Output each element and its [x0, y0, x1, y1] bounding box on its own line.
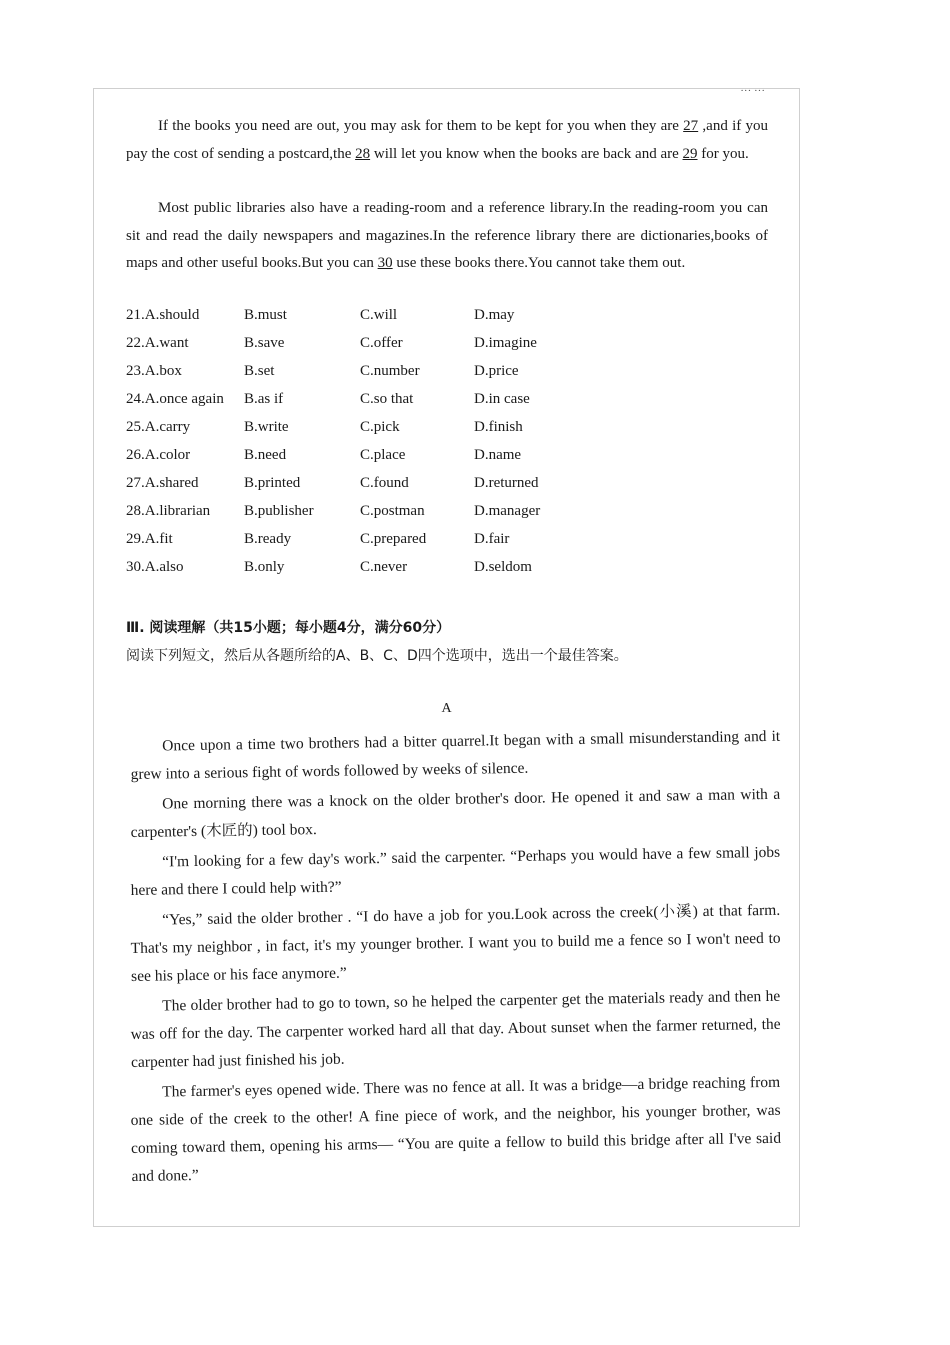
- passage-paragraph-1: [126, 113, 768, 168]
- story-paragraph: [130, 983, 781, 1077]
- option-b: B.as if: [244, 391, 284, 407]
- option-d: D.name: [474, 447, 522, 463]
- text-run: will let you know when the books are back and are: [370, 145, 683, 162]
- option-a: 28.A.librarian: [126, 503, 211, 519]
- option-d: D.imagine: [474, 335, 537, 351]
- option-row-24: [126, 391, 586, 419]
- option-b: B.only: [244, 559, 285, 575]
- blank-29: 29: [682, 145, 698, 162]
- option-b: B.set: [244, 363, 275, 379]
- text-run: for you.: [697, 145, 749, 162]
- option-a: 26.A.color: [126, 447, 191, 463]
- option-row-25: [126, 419, 586, 447]
- blank-28: 28: [355, 145, 371, 162]
- text-run: “I'm looking for a few day's work.” said the carpenter. “Perhaps you would have a few small jobs here and there I could help with?”: [130, 843, 781, 899]
- option-a: 21.A.should: [126, 307, 200, 323]
- text-run: Once upon a time two brothers had a bitter quarrel.It began with a small misunderstanding and it grew into a serious fight of words followed by weeks of silence.: [130, 727, 781, 783]
- option-row-29: [126, 531, 586, 559]
- story-paragraph: [130, 1069, 782, 1191]
- option-b: B.ready: [244, 531, 292, 547]
- option-c: C.found: [360, 475, 409, 491]
- option-d: D.returned: [474, 475, 539, 491]
- story-block: [94, 729, 799, 1219]
- text-run: “Yes,” said the older brother . “I do have a job for you.Look across the creek(小溪) at that farm. That's my neighbor , in fact, it's my younger brother. I want you to build me a fence so I won't need to see his place or his face anymore.”: [130, 901, 781, 985]
- text-run: use these books there.You cannot take them out.: [392, 255, 686, 271]
- text-run: Most public libraries also have a reading-room and a reference library.In the reading-room you can sit and read the daily newspapers and magazines.In the reference library there are dictionaries,books of maps and other useful books.But you can: [126, 200, 768, 271]
- option-a: 25.A.carry: [126, 419, 191, 435]
- option-row-28: [126, 503, 586, 531]
- page-corner-mark: ··· ···: [740, 85, 765, 97]
- option-c: C.so that: [360, 391, 414, 407]
- option-c: C.offer: [360, 335, 403, 351]
- option-row-26: [126, 447, 586, 475]
- story-paragraph: [130, 897, 781, 991]
- option-c: C.place: [360, 447, 406, 463]
- passage-paragraph-2: [126, 195, 768, 278]
- passage-label: A: [441, 701, 452, 716]
- option-b: B.need: [244, 447, 287, 463]
- option-c: C.pick: [360, 419, 400, 435]
- option-row-30: [126, 559, 586, 587]
- text-run: One morning there was a knock on the older brother's door. He opened it and saw a man with a carpenter's (木匠的) tool box.: [130, 785, 781, 841]
- option-b: B.printed: [244, 475, 301, 491]
- story-paragraph: [130, 839, 781, 905]
- story-paragraph: [130, 781, 781, 847]
- section-title: Ⅲ. 阅读理解（共15小题；每小题4分，满分60分）: [126, 620, 451, 636]
- option-a: 29.A.fit: [126, 531, 173, 547]
- option-c: C.will: [360, 307, 398, 323]
- option-d: D.manager: [474, 503, 541, 519]
- option-b: B.must: [244, 307, 287, 323]
- option-a: 24.A.once again: [126, 391, 224, 407]
- document-page: [93, 85, 800, 1227]
- option-a: 27.A.shared: [126, 475, 199, 491]
- option-d: D.finish: [474, 419, 523, 435]
- option-d: D.may: [474, 307, 515, 323]
- option-b: B.publisher: [244, 503, 314, 519]
- text-run: The older brother had to go to town, so he helped the carpenter get the materials ready and then he was off for the day. The carpenter worked hard all that day. About sunset when the farmer returned, the carpenter had just finished his job.: [130, 987, 781, 1071]
- option-row-27: [126, 475, 586, 503]
- text-run: ,and if you pay the cost of sending a postcard,the: [126, 118, 768, 162]
- option-row-23: [126, 363, 586, 391]
- story-paragraph: [130, 723, 781, 789]
- option-d: D.fair: [474, 531, 510, 547]
- option-b: B.write: [244, 419, 289, 435]
- option-a: 23.A.box: [126, 363, 182, 379]
- option-a: 22.A.want: [126, 335, 189, 351]
- option-c: C.never: [360, 559, 408, 575]
- option-row-22: [126, 335, 586, 363]
- option-b: B.save: [244, 335, 285, 351]
- option-d: D.in case: [474, 391, 530, 407]
- option-row-21: [126, 307, 586, 335]
- option-d: D.seldom: [474, 559, 532, 575]
- blank-30: 30: [377, 255, 393, 271]
- text-run: If the books you need are out, you may ask for them to be kept for you when they are: [158, 118, 684, 134]
- option-c: C.prepared: [360, 531, 427, 547]
- option-a: 30.A.also: [126, 559, 184, 575]
- blank-27: 27: [683, 118, 699, 134]
- option-c: C.postman: [360, 503, 425, 519]
- option-c: C.number: [360, 363, 420, 379]
- section-instruction: 阅读下列短文，然后从各题所给的A、B、C、D四个选项中，选出一个最佳答案。: [126, 648, 628, 664]
- option-d: D.price: [474, 363, 519, 379]
- text-run: The farmer's eyes opened wide. There was no fence at all. It was a bridge—a bridge reaching from one side of the creek to the other! A fine piece of work, and the neighbor, his younger brother, was coming toward them, opening his arms— “You are quite a fellow to build this bridge after all I've said and done.”: [130, 1073, 782, 1185]
